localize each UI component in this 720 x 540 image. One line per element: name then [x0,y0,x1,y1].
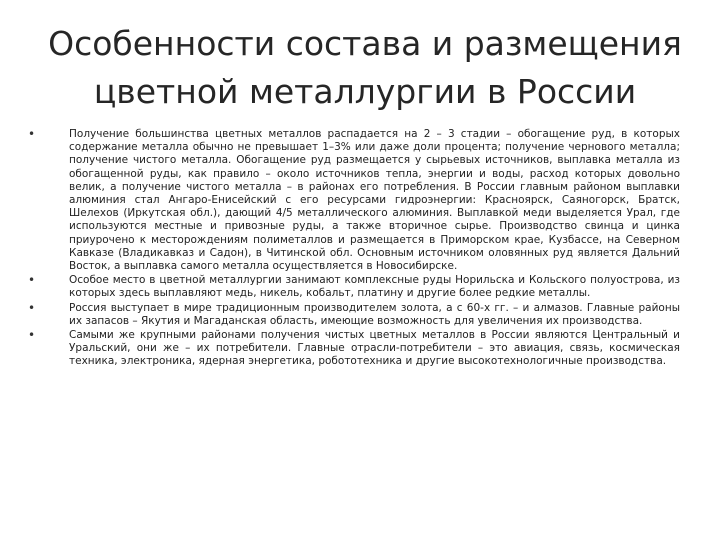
bullet-list [28,128,680,370]
bullet-text: Получение большинства цветных металлов распадается на 2 – 3 стадии – обогащение руд, в которых содержание металла обычно не превышает 1–3% или даже доли процента; получение чернового металла; получение чистого металла. Обогащение руд размещается у сырьевых источников, выплавка металла из обогащенной руды, как правило – около источников тепла, энергии и воды, расход которых довольно велик, а получение чистого металла – в районах его потребления. В России главным районом выплавки алюминия стал Ангаро-Енисейский с его ресурсами гидроэнергии: Красноярск, Саяногорск, Братск, Шелехов (Иркутская обл.), дающий 4/5 металлического алюминия. Выплавкой меди выделяется Урал, где используются местные и привозные руды, а также вторичное сырье. Производство свинца и цинка приурочено к месторождениям полиметаллов и размещается в Приморском крае, Кузбассе, на Северном Кавказе (Владикавказ и Садон), в Читинской обл. Основным источником оловянных руд является Дальний Восток, а выплавка самого металла осуществляется в Новосибирске. [69,128,680,273]
bullet-item-consumer-regions [28,329,680,369]
bullet-dot-icon: • [28,300,36,315]
bullet-item-production-stages [28,128,680,273]
slide-title-line-1: Особенности состава и размещения [48,24,682,63]
bullet-text: Особое место в цветной металлургии занимают комплексные руды Норильска и Кольского полуострова, из которых здесь выплавляют медь, никель, кобальт, платину и другие более редкие металлы. [69,274,680,300]
bullet-dot-icon: • [28,127,36,141]
bullet-dot-icon: • [28,328,36,343]
bullet-dot-icon: • [28,273,36,288]
slide-title [40,20,690,116]
bullet-item-gold-diamonds [28,302,680,328]
slide-title-line-2: цветной металлургии в России [93,72,637,111]
bullet-item-norilsk-kola [28,274,680,300]
bullet-text: Россия выступает в мире традиционным производителем золота, а с 60-х гг. – и алмазов. Главные районы их запасов – Якутия и Магаданская область, имеющие возможность для увеличения их производства. [69,301,680,327]
bullet-text: Самыми же крупными районами получения чистых цветных металлов в России являются Центральный и Уральский, они же – их потребители. Главные отрасли-потребители – это авиация, связь, космическая техника, электроника, ядерная энергетика, робототехника и другие высокотехнологичные производства. [69,329,680,368]
